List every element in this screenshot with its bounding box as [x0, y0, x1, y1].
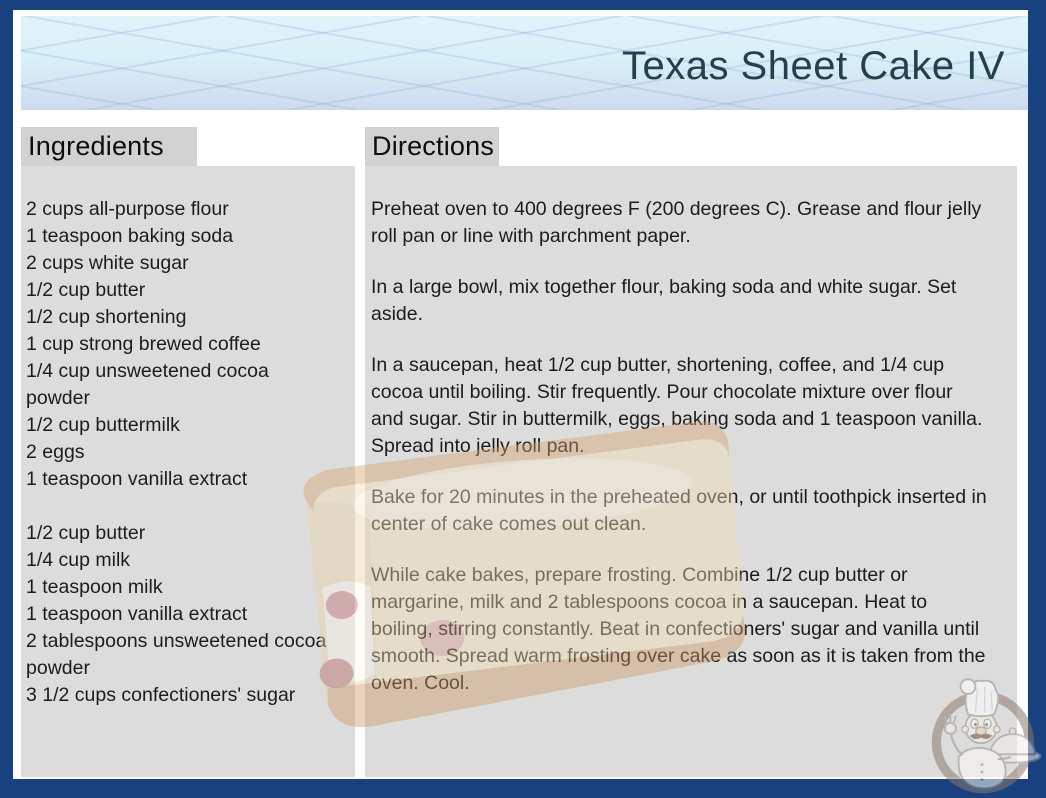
ingredient-item: 1 cup strong brewed coffee — [26, 333, 261, 355]
directions-paragraph: Bake for 20 minutes in the preheated oven, or until toothpick inserted in center of cake comes out clean. — [371, 486, 987, 535]
directions-panel — [365, 166, 1017, 777]
ingredients-heading-box — [21, 127, 197, 166]
ingredient-item: 2 tablespoons unsweetened cocoa powder — [26, 630, 327, 679]
ingredient-item: 2 cups white sugar — [26, 252, 189, 274]
directions-paragraph: Preheat oven to 400 degrees F (200 degrees C). Grease and flour jelly roll pan or line with parchment paper. — [371, 198, 982, 247]
page-title: Texas Sheet Cake IV — [621, 44, 1005, 88]
ingredient-item: 2 eggs — [26, 441, 85, 463]
ingredient-item: 1/4 cup milk — [26, 549, 131, 571]
recipe-card — [13, 10, 1028, 779]
ingredient-item: 1 teaspoon milk — [26, 576, 163, 598]
ingredient-item: 1/2 cup buttermilk — [26, 414, 180, 436]
directions-heading-box — [365, 127, 499, 166]
directions-paragraph: In a saucepan, heat 1/2 cup butter, shortening, coffee, and 1/4 cup cocoa until boiling. Stir frequently. Pour chocolate mixture over flour and sugar. Stir in buttermilk, eggs, baking soda and 1 teaspoon vanilla. Spread into jelly roll pan. — [371, 354, 983, 457]
directions-heading: Directions — [372, 131, 495, 161]
header-band — [21, 16, 1028, 110]
ingredient-item: 1 teaspoon vanilla extract — [26, 603, 248, 625]
ingredients-list — [21, 166, 355, 709]
ingredient-item: 1 teaspoon baking soda — [26, 225, 234, 247]
ingredient-item: 1/4 cup unsweetened cocoa powder — [26, 360, 269, 409]
ingredient-item: 1/2 cup shortening — [26, 306, 187, 328]
directions-text — [365, 166, 1017, 697]
ingredients-panel — [21, 166, 355, 777]
directions-paragraph: While cake bakes, prepare frosting. Combine 1/2 cup butter or margarine, milk and 2 tablespoons cocoa in a saucepan. Heat to boiling, stirring constantly. Beat in confectioners' sugar and vanilla until smooth. Spread warm frosting over cake as soon as it is taken from the oven. Cool. — [371, 564, 986, 694]
ingredient-item: 1 teaspoon vanilla extract — [26, 468, 248, 490]
ingredient-group-frosting — [26, 520, 331, 709]
ingredient-item: 1/2 cup butter — [26, 279, 146, 301]
ingredient-item: 1/2 cup butter — [26, 522, 146, 544]
ingredients-heading: Ingredients — [28, 131, 164, 161]
ingredient-item: 3 1/2 cups confectioners' sugar — [26, 684, 296, 706]
ingredient-item: 2 cups all-purpose flour — [26, 198, 229, 220]
directions-paragraph: In a large bowl, mix together flour, baking soda and white sugar. Set aside. — [371, 276, 957, 325]
ingredient-group-cake — [26, 196, 331, 493]
